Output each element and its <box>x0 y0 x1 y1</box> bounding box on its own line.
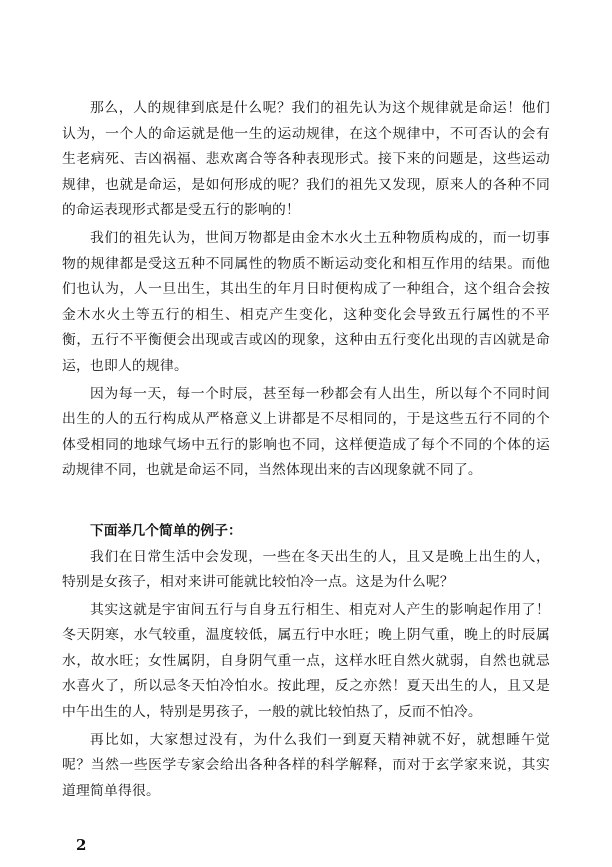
paragraph-1: 那么，人的规律到底是什么呢？我们的祖先认为这个规律就是命运！他们认为，一个人的命运就是他一生的运动规律，在这个规律中，不可否认的会有生老病死、吉凶祸福、悲欢离合等各种表现形式。接下来的问题是，这些运动规律，也就是命运，是如何形成的呢？我们的祖先又发现，原来人的各种不同的命运表现形式都是受五行的影响的！ <box>62 100 550 219</box>
page-number: 2 <box>76 836 87 854</box>
page-body <box>62 96 550 804</box>
paragraph-4: 我们在日常生活中会发现，一些在冬天出生的人，且又是晚上出生的人，特别是女孩子，相对来讲可能就比较怕冷一点。这是为什么呢？ <box>62 548 550 591</box>
paragraph-5: 其实这就是宇宙间五行与自身五行相生、相克对人产生的影响起作用了！冬天阴寒，水气较重，温度较低，属五行中水旺；晚上阴气重，晚上的时辰属水，故水旺；女性属阴，自身阴气重一点，这样水旺自然火就弱，自然也就忌水喜火了，所以忌冬天怕冷怕水。按此理，反之亦然！夏天出生的人，且又是中午出生的人，特别是男孩子，一般的就比较怕热了，反而不怕冷。 <box>62 601 550 721</box>
section-heading: 下面举几个简单的例子： <box>90 522 242 539</box>
paragraph-6: 再比如，大家想过没有，为什么我们一到夏天精神就不好，就想睡午觉呢？当然一些医学专家会给出各种各样的科学解释，而对于玄学家来说，其实道理简单得很。 <box>62 731 550 799</box>
paragraph-2: 我们的祖先认为，世间万物都是由金木水火土五种物质构成的，而一切事物的规律都是受这五种不同属性的物质不断运动变化和相互作用的结果。而他们也认为，人一旦出生，其出生的年月日时便构成了一种组合，这个组合会按金木水火土等五行的相生、相克产生变化，这种变化会导致五行属性的不平衡，五行不平衡便会出现或吉或凶的现象，这种由五行变化出现的吉凶就是命运，也即人的规律。 <box>62 229 550 374</box>
paragraph-3: 因为每一天，每一个时辰，甚至每一秒都会有人出生，所以每个不同时间出生的人的五行构成从严格意义上讲都是不尽相同的，于是这些五行不同的个体受相同的地球气场中五行的影响也不同，这样便造成了每个不同的个体的运动规律不同，也就是命运不同，当然体现出来的吉凶现象就不同了。 <box>62 385 550 479</box>
